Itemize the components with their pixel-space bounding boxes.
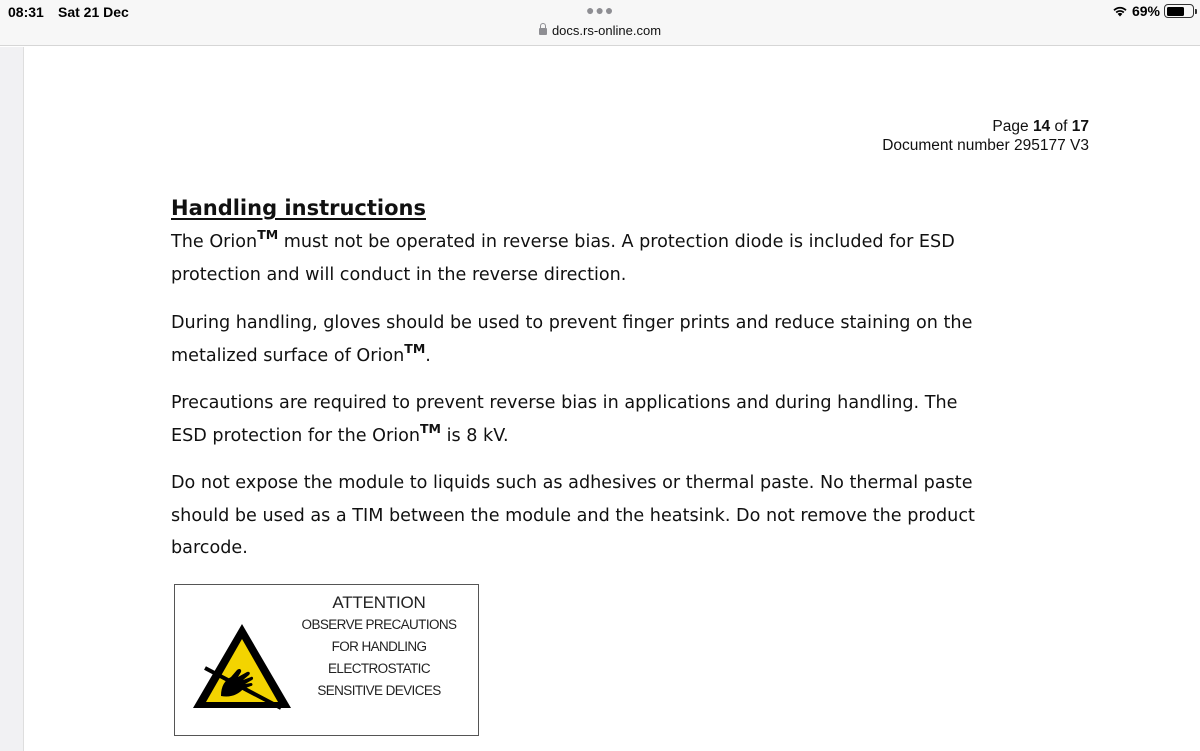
- esd-line: FOR HANDLING: [331, 639, 427, 654]
- status-time: 08:31: [8, 4, 44, 20]
- battery-fill: [1167, 7, 1184, 16]
- esd-line: ELECTROSTATIC: [328, 661, 430, 676]
- paragraph-reverse-bias: The Orion™ must not be operated in reverse bias. A protection diode is included for ESD protection and will conduct in the reverse direction.: [171, 227, 955, 285]
- trademark-mark: TM: [420, 420, 441, 436]
- trademark-mark: TM: [257, 227, 279, 242]
- paragraph-liquids: Do not expose the module to liquids such as adhesives or thermal paste. No thermal paste should be used as a TIM between the module and the heatsink. Do not remove the product barcode.: [171, 473, 975, 558]
- page-total: 17: [1071, 118, 1089, 135]
- page-left-margin: [0, 47, 24, 751]
- lock-icon: [539, 28, 547, 35]
- paragraph-esd-protection: Precautions are required to prevent reverse bias in applications and during handling. The ESD protection for the Orion™ is 8 kV.: [171, 393, 958, 446]
- address-bar[interactable]: [0, 23, 1200, 38]
- esd-title: ATTENTION: [332, 593, 426, 612]
- tab-overview-dots-icon[interactable]: ●●●: [586, 2, 615, 18]
- esd-line: SENSITIVE DEVICES: [317, 683, 441, 698]
- status-indicators: [1112, 3, 1194, 19]
- battery-icon: [1164, 4, 1194, 18]
- esd-line: OBSERVE PRECAUTIONS: [301, 617, 457, 632]
- trademark-mark: TM: [404, 340, 426, 356]
- status-date: Sat 21 Dec: [58, 4, 129, 20]
- battery-percent: 69%: [1131, 3, 1160, 19]
- page-number: Page 14 of 17: [992, 118, 1089, 135]
- paragraph-gloves: During handling, gloves should be used to prevent finger prints and reduce staining on the metalized surface of Orion™.: [171, 313, 973, 366]
- esd-attention-label: [174, 584, 479, 736]
- wifi-icon: [1112, 5, 1128, 17]
- page-header: [882, 117, 1089, 155]
- page-current: 14: [1032, 118, 1051, 135]
- esd-label-text: [293, 592, 465, 702]
- address-url: docs.rs-online.com: [551, 23, 662, 38]
- esd-warning-icon: [191, 622, 293, 710]
- section-title: Handling instructions: [171, 196, 426, 220]
- status-bar: [0, 0, 1200, 46]
- document-number: Document number 295177 V3: [882, 137, 1089, 154]
